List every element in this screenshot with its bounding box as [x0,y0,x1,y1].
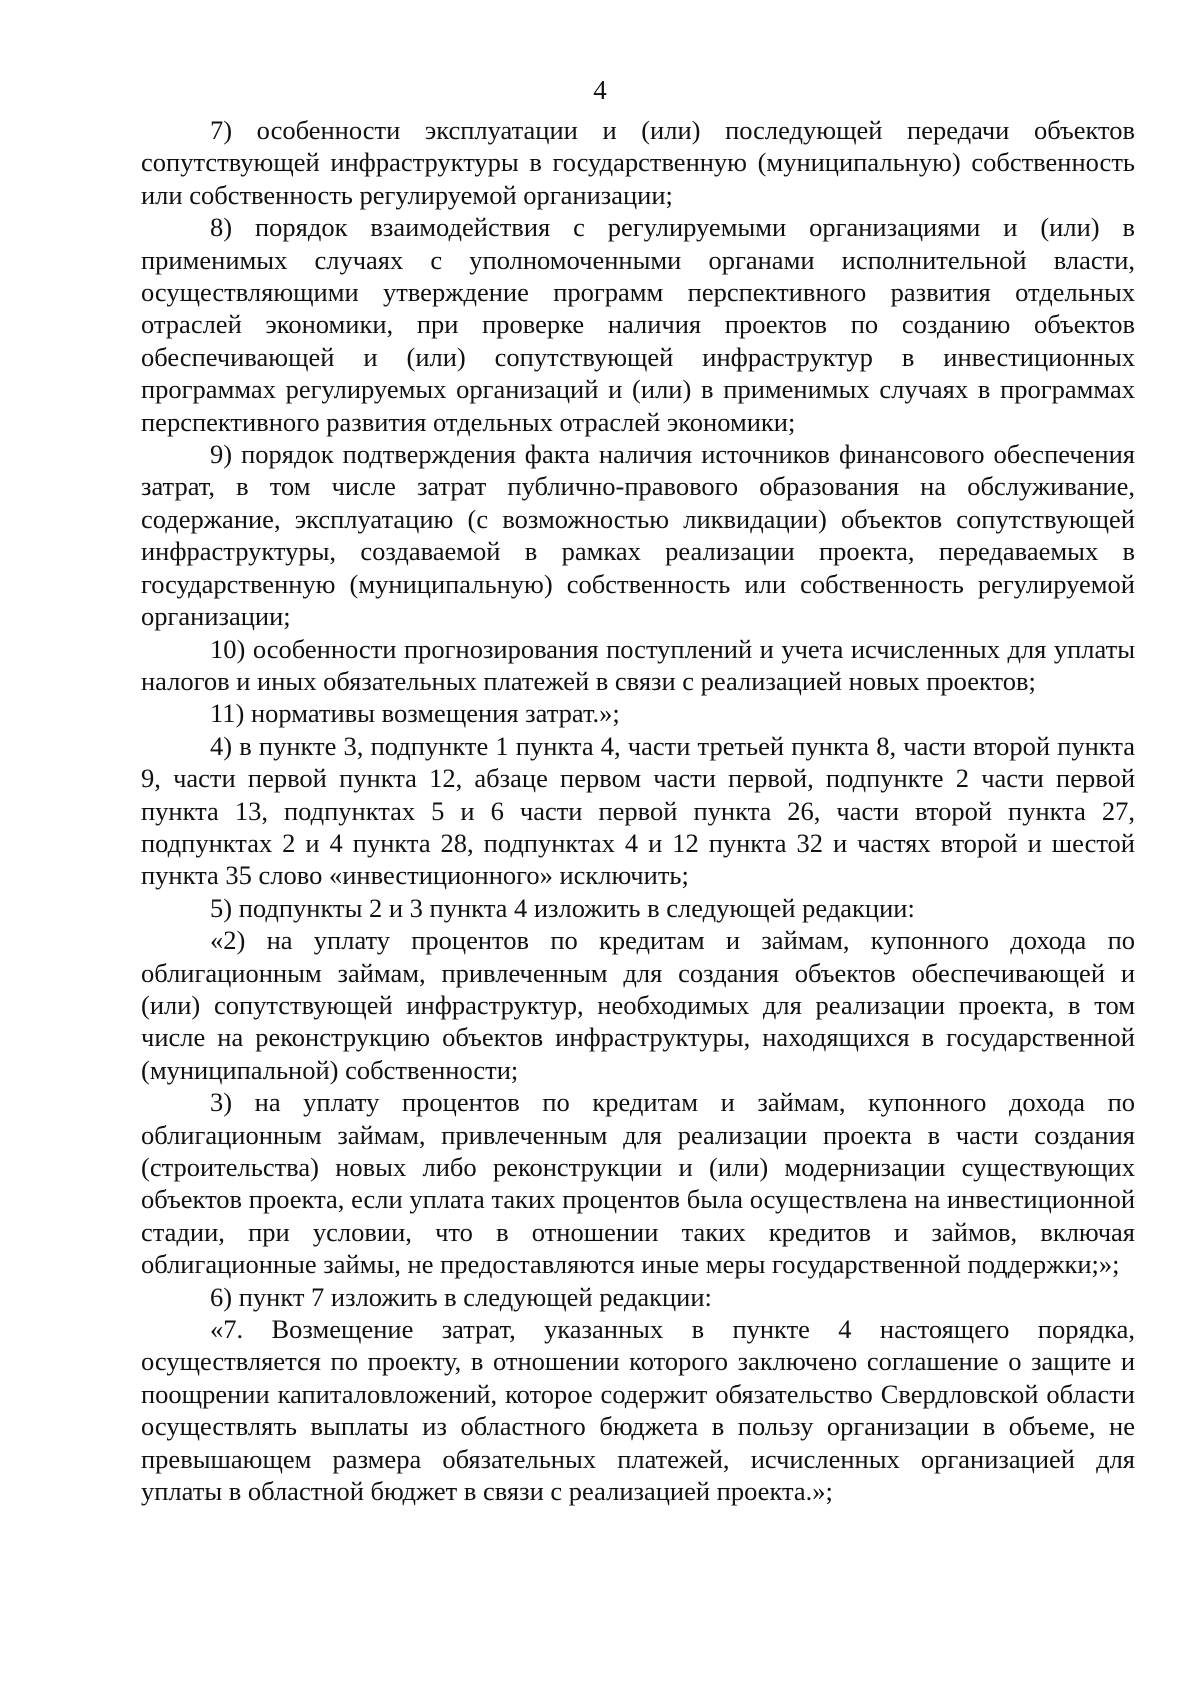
paragraph-subitem-2: «2) на уплату процентов по кредитам и займам, купонного дохода по облигационным займам, привлеченным для создания объектов обеспечивающей и (или) сопутствующей инфраструктур, необходимых для реализации проекта, в том числе на реконструкцию объектов инфраструктуры, находящихся в государственной (муниципальной) собственности; [141,925,1135,1085]
paragraph-amendment-6: 6) пункт 7 изложить в следующей редакции: [210,1281,712,1312]
paragraph-item-11: 11) нормативы возмещения затрат.»; [210,698,620,729]
paragraph-amendment-5: 5) подпункты 2 и 3 пункта 4 изложить в следующей редакции: [210,892,915,923]
paragraph-item-9: 9) порядок подтверждения факта наличия источников финансового обеспечения затрат, в том числе затрат публично-правового образования на обслуживание, содержание, эксплуатацию (с возможностью ликвидации) объектов сопутствующей инфраструктуры, создаваемой в рамках реализации проекта, передаваемых в государственную (муниципальную) собственность или собственность регулируемой организации; [141,439,1135,632]
paragraph-item-7: 7) особенности эксплуатации и (или) последующей передачи объектов сопутствующей инфраструктуры в государственную (муниципальную) собственность или собственность регулируемой организации; [141,115,1135,210]
paragraph-amendment-4: 4) в пункте 3, подпункте 1 пункта 4, части третьей пункта 8, части второй пункта 9, части первой пункта 12, абзаце первом части первой, подпункте 2 части первой пункта 13, подпунктах 5 и 6 части первой пункта 26, части второй пункта 27, подпунктах 2 и 4 пункта 28, подпунктах 4 и 12 пункта 32 и частях второй и шестой пункта 35 слово «инвестиционного» исключить; [141,730,1135,891]
paragraph-clause-7: «7. Возмещение затрат, указанных в пункте 4 настоящего порядка, осуществляется по проекту, в отношении которого заключено соглашение о защите и поощрении капиталовложений, которое содержит обязательство Свердловской области осуществлять выплаты из областного бюджета в пользу организации в объеме, не превышающем размера обязательных платежей, исчисленных организацией для уплаты в областной бюджет в связи с реализацией проекта.»; [141,1314,1135,1507]
paragraph-item-8: 8) порядок взаимодействия с регулируемыми организациями и (или) в применимых случаях с уполномоченными органами исполнительной власти, осуществляющими утверждение программ перспективного развития отдельных отраслей экономики, при проверке наличия проектов по созданию объектов обеспечивающей и (или) сопутствующей инфраструктур в инвестиционных программах регулируемых организаций и (или) в применимых случаях в программах перспективного развития отдельных отраслей экономики; [141,212,1135,437]
paragraph-subitem-3: 3) на уплату процентов по кредитам и займам, купонного дохода по облигационным займам, привлеченным для реализации проекта в части создания (строительства) новых либо реконструкции и (или) модернизации существующих объектов проекта, если уплата таких процентов была осуществлена на инвестиционной стадии, при условии, что в отношении таких кредитов и займов, включая облигационные займы, не предоставляются иные меры государственной поддержки;»; [141,1087,1135,1280]
document-body [141,114,1135,1507]
page-number: 4 [593,75,607,105]
paragraph-item-10: 10) особенности прогнозирования поступлений и учета исчисленных для уплаты налогов и иных обязательных платежей в связи с реализацией новых проектов; [141,633,1135,696]
